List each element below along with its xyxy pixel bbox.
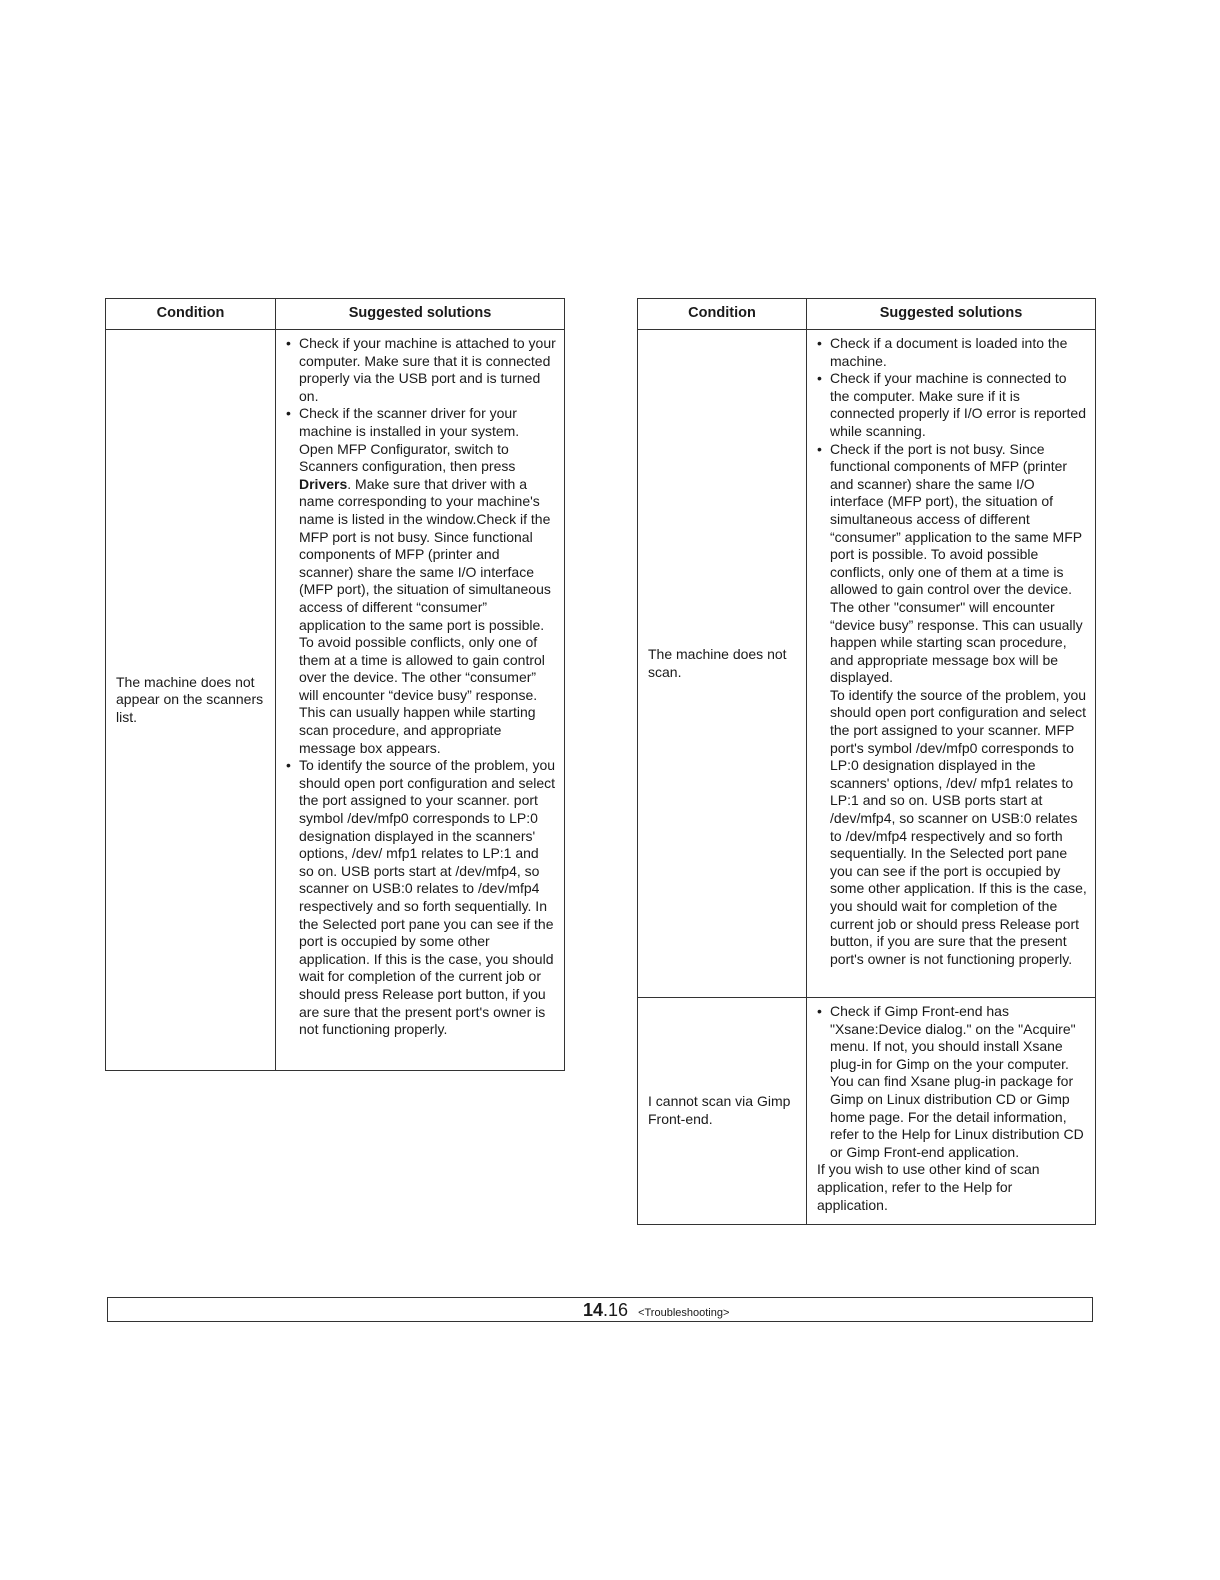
solutions-cell bbox=[276, 330, 565, 1071]
table-row bbox=[106, 330, 565, 1071]
drivers-keyword: Drivers bbox=[299, 475, 348, 492]
solution-continuation: To identify the source of the problem, you should open port configuration and select the port assigned to your scanner. MFP port's symbol /dev/mfp0 corresponds to LP:0 designation displayed in the scanners' options, /dev/ mfp1 relates to LP:1 and so on. USB ports start at /dev/mfp4, so scanner on USB:0 relates to /dev/mfp4 respectively and so forth sequentially. In the Selected port pane you can see if the port is occupied by some other application. If this is the case, you should wait for completion of the current job or should press Release port button, if you are sure that the present port's owner is not functioning properly. bbox=[830, 686, 1087, 967]
solution-text: . Make sure that driver with a name corresponding to your machine's name is listed in the window.Check if the MFP port is not busy. Since functional components of MFP (printer and scanner) share the same I/O interface (MFP port), the situation of simultaneous access of different “consumer” application to the same port is possible. To avoid possible conflicts, only one of them at a time is allowed to gain control over the device. The other “consumer” will encounter “device busy” response. This can usually happen while starting scan procedure, and appropriate message box appears. bbox=[299, 475, 551, 756]
solution-bullet: • Check if Gimp Front-end has "Xsane:Device dialog." on the "Acquire" menu. If not, you should install Xsane plug-in for Gimp on the your computer. You can find Xsane plug-in package for Gimp on Linux distribution CD or Gimp home page. For the detail information, refer to the Help for Linux distribution CD or Gimp Front-end application. bbox=[817, 1003, 1087, 1161]
solution-text: Check if the scanner driver for your machine is installed in your system. Open MFP Configurator, switch to Scanners configuration, then press bbox=[299, 405, 520, 475]
suggested-solutions-header: Suggested solutions bbox=[276, 299, 565, 330]
section-label: <Troubleshooting> bbox=[638, 1307, 730, 1319]
left-troubleshooting-table bbox=[105, 298, 565, 1071]
condition-header: Condition bbox=[106, 299, 276, 330]
chapter-number: 14 bbox=[583, 1300, 604, 1320]
solution-bullet: • To identify the source of the problem, you should open port configuration and select the port assigned to your scanner. port symbol /dev/mfp0 corresponds to LP:0 designation displayed in the scanners' options, /dev/ mfp1 relates to LP:1 and so on. USB ports start at /dev/mfp4, so scanner on USB:0 relates to /dev/mfp4 respectively and so forth sequentially. In the Selected port pane you can see if the port is occupied by some other application. If this is the case, you should wait for completion of the current job or should press Release port button, if you are sure that the present port's owner is not functioning properly. bbox=[286, 757, 556, 1039]
solution-list bbox=[286, 335, 556, 1039]
solution-note: If you wish to use other kind of scan application, refer to the Help for application. bbox=[817, 1161, 1040, 1213]
suggested-solutions-header: Suggested solutions bbox=[807, 299, 1096, 330]
solution-bullet: • Check if your machine is connected to the computer. Make sure if it is connected properly if I/O error is reported while scanning. bbox=[817, 370, 1087, 440]
solutions-cell bbox=[807, 998, 1096, 1225]
solution-bullet: • Check if a document is loaded into the machine. bbox=[817, 335, 1087, 370]
solution-list bbox=[817, 1003, 1087, 1161]
page-number-suffix: .16 bbox=[603, 1300, 629, 1320]
condition-cell: The machine does not appear on the scanners list. bbox=[106, 330, 276, 1071]
table-header-row bbox=[106, 299, 565, 330]
page-number bbox=[583, 1300, 628, 1320]
table-row bbox=[638, 998, 1096, 1225]
condition-header: Condition bbox=[638, 299, 807, 330]
right-troubleshooting-table bbox=[637, 298, 1096, 1225]
table-header-row bbox=[638, 299, 1096, 330]
solution-bullet bbox=[286, 405, 556, 757]
solutions-cell bbox=[807, 330, 1096, 998]
solution-bullet: • Check if your machine is attached to your computer. Make sure that it is connected properly via the USB port and is turned on. bbox=[286, 335, 556, 405]
solution-bullet: • Check if the port is not busy. Since functional components of MFP (printer and scanner) share the same I/O interface (MFP port), the situation of simultaneous access of different “consumer” application to the same MFP port is possible. To avoid possible conflicts, only one of them at a time is allowed to gain control over the device. The other "consumer" will encounter “device busy” response. This can usually happen while starting scan procedure, and appropriate message box will be displayed. bbox=[817, 441, 1087, 687]
condition-cell: I cannot scan via Gimp Front-end. bbox=[638, 998, 807, 1225]
page-footer bbox=[583, 1297, 729, 1323]
solution-list bbox=[817, 335, 1087, 687]
table-row bbox=[638, 330, 1096, 998]
condition-cell: The machine does not scan. bbox=[638, 330, 807, 998]
